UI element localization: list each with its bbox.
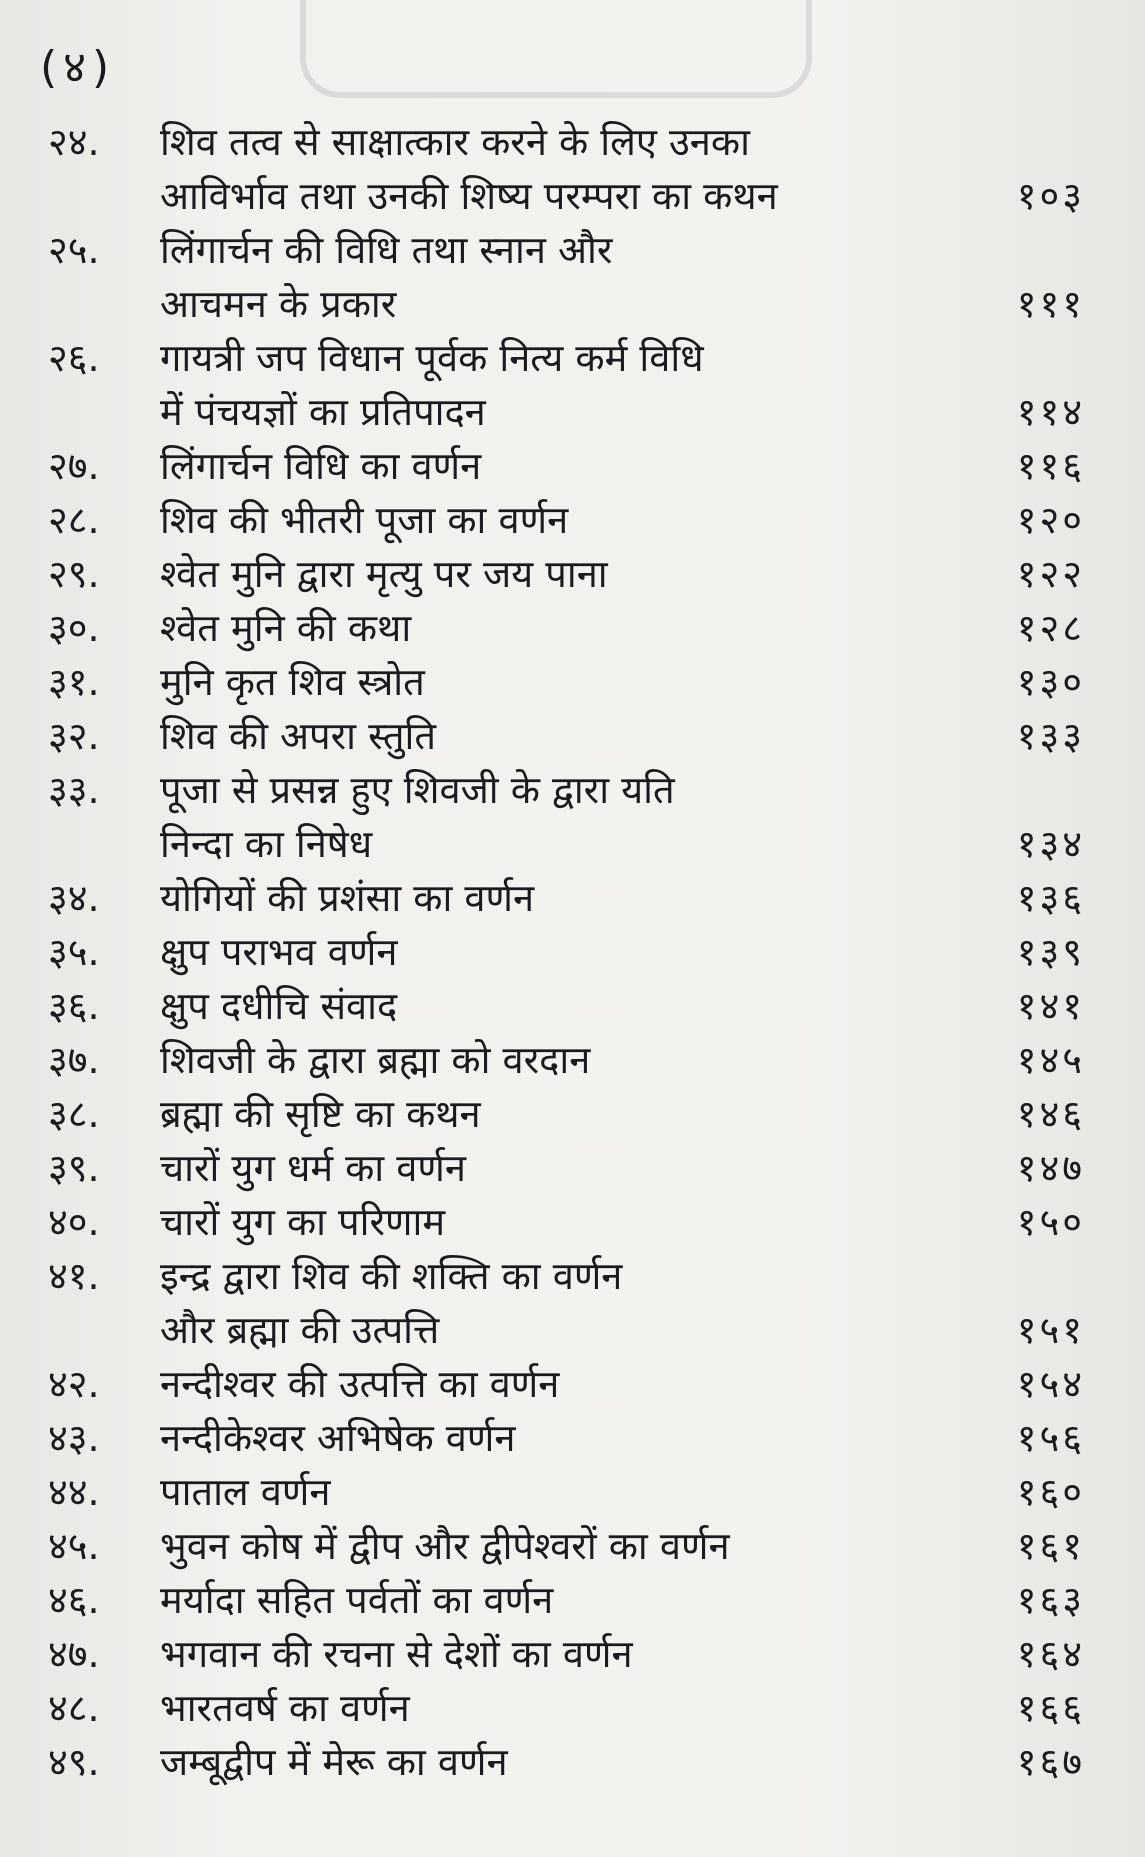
page-number: (४) <box>40 42 116 93</box>
toc-entry-line <box>0 1573 1145 1627</box>
chapter-title: और ब्रह्मा की उत्पत्ति <box>160 1308 440 1352</box>
chapter-title: में पंचयज्ञों का प्रतिपादन <box>160 390 486 434</box>
toc-entry <box>0 655 1145 709</box>
chapter-number: २६. <box>48 336 100 380</box>
chapter-page-number: १६६ <box>1016 1686 1085 1730</box>
toc-entry-line <box>0 1195 1145 1249</box>
toc-entry <box>0 1087 1145 1141</box>
chapter-page-number: १२२ <box>1016 552 1085 596</box>
chapter-title: क्षुप दधीचि संवाद <box>160 984 398 1028</box>
chapter-title: आचमन के प्रकार <box>160 282 397 326</box>
chapter-number: ३४. <box>48 876 100 920</box>
chapter-page-number: १३० <box>1016 660 1085 704</box>
toc-entry-line <box>0 979 1145 1033</box>
chapter-page-number: १२८ <box>1016 606 1085 650</box>
chapter-number: ४५. <box>48 1524 100 1568</box>
toc-entry <box>0 1573 1145 1627</box>
chapter-number: ३१. <box>48 660 100 704</box>
toc-entry <box>0 979 1145 1033</box>
chapter-title: मुनि कृत शिव स्त्रोत <box>160 660 425 704</box>
chapter-title: लिंगार्चन की विधि तथा स्नान और <box>160 228 613 272</box>
toc-entry-line <box>0 1087 1145 1141</box>
chapter-page-number: ११४ <box>1016 390 1085 434</box>
chapter-title: भुवन कोष में द्वीप और द्वीपेश्वरों का वर्णन <box>160 1524 730 1568</box>
chapter-page-number: १५४ <box>1016 1362 1085 1406</box>
chapter-page-number: १४७ <box>1016 1146 1085 1190</box>
table-of-contents <box>0 115 1145 1789</box>
chapter-page-number: ११६ <box>1016 444 1085 488</box>
chapter-page-number: १५६ <box>1016 1416 1085 1460</box>
toc-entry <box>0 547 1145 601</box>
chapter-number: २४. <box>48 120 100 164</box>
chapter-title: नन्दीकेश्वर अभिषेक वर्णन <box>160 1416 516 1460</box>
chapter-number: ३५. <box>48 930 100 974</box>
chapter-title: श्वेत मुनि की कथा <box>160 606 412 650</box>
chapter-number: ३७. <box>48 1038 100 1082</box>
chapter-title: भगवान की रचना से देशों का वर्णन <box>160 1632 633 1676</box>
toc-entry-line <box>0 1627 1145 1681</box>
chapter-title: ब्रह्मा की सृष्टि का कथन <box>160 1092 481 1136</box>
chapter-number: ४२. <box>48 1362 100 1406</box>
chapter-number: ३२. <box>48 714 100 758</box>
toc-entry-line <box>0 385 1145 439</box>
chapter-title: चारों युग का परिणाम <box>160 1200 446 1244</box>
chapter-page-number: १६३ <box>1016 1578 1085 1622</box>
toc-entry-line <box>0 1735 1145 1789</box>
chapter-page-number: १४१ <box>1016 984 1085 1028</box>
chapter-title: गायत्री जप विधान पूर्वक नित्य कर्म विधि <box>160 336 704 380</box>
toc-entry-line <box>0 493 1145 547</box>
toc-entry <box>0 1735 1145 1789</box>
chapter-number: ३३. <box>48 768 100 812</box>
toc-entry-line <box>0 601 1145 655</box>
toc-entry <box>0 439 1145 493</box>
chapter-page-number: १३६ <box>1016 876 1085 920</box>
chapter-title: मर्यादा सहित पर्वतों का वर्णन <box>160 1578 554 1622</box>
toc-entry <box>0 1465 1145 1519</box>
chapter-title: लिंगार्चन विधि का वर्णन <box>160 444 482 488</box>
toc-entry-line <box>0 1033 1145 1087</box>
toc-entry-line <box>0 925 1145 979</box>
toc-entry <box>0 1681 1145 1735</box>
chapter-number: ४९. <box>48 1740 100 1784</box>
chapter-title: चारों युग धर्म का वर्णन <box>160 1146 466 1190</box>
chapter-title: शिवजी के द्वारा ब्रह्मा को वरदान <box>160 1038 591 1082</box>
toc-entry-line <box>0 1681 1145 1735</box>
chapter-number: ३६. <box>48 984 100 1028</box>
chapter-number: ४८. <box>48 1686 100 1730</box>
toc-entry <box>0 493 1145 547</box>
chapter-title: जम्बूद्वीप में मेरू का वर्णन <box>160 1740 508 1784</box>
chapter-page-number: १५० <box>1016 1200 1085 1244</box>
chapter-title: निन्दा का निषेध <box>160 822 373 866</box>
chapter-number: ३८. <box>48 1092 100 1136</box>
chapter-page-number: १३३ <box>1016 714 1085 758</box>
chapter-number: ४१. <box>48 1254 100 1298</box>
chapter-title: श्वेत मुनि द्वारा मृत्यु पर जय पाना <box>160 552 608 596</box>
chapter-title: भारतवर्ष का वर्णन <box>160 1686 410 1730</box>
chapter-title: पाताल वर्णन <box>160 1470 331 1514</box>
toc-entry-line <box>0 1141 1145 1195</box>
toc-entry <box>0 1249 1145 1357</box>
chapter-number: २९. <box>48 552 100 596</box>
toc-entry <box>0 115 1145 223</box>
toc-entry-line <box>0 1249 1145 1303</box>
toc-entry-line <box>0 547 1145 601</box>
chapter-page-number: १६१ <box>1016 1524 1085 1568</box>
chapter-page-number: १११ <box>1016 282 1085 326</box>
chapter-title: इन्द्र द्वारा शिव की शक्ति का वर्णन <box>160 1254 623 1298</box>
toc-entry-line <box>0 709 1145 763</box>
toc-entry <box>0 601 1145 655</box>
chapter-title: योगियों की प्रशंसा का वर्णन <box>160 876 535 920</box>
chapter-page-number: १५१ <box>1016 1308 1085 1352</box>
chapter-number: ४६. <box>48 1578 100 1622</box>
toc-entry <box>0 1195 1145 1249</box>
toc-entry <box>0 331 1145 439</box>
chapter-number: २५. <box>48 228 100 272</box>
chapter-number: ४४. <box>48 1470 100 1514</box>
toc-entry <box>0 763 1145 871</box>
toc-entry <box>0 1141 1145 1195</box>
toc-entry <box>0 1033 1145 1087</box>
chapter-number: ४३. <box>48 1416 100 1460</box>
chapter-title: शिव की अपरा स्तुति <box>160 714 437 758</box>
chapter-page-number: १४६ <box>1016 1092 1085 1136</box>
toc-entry-line <box>0 223 1145 277</box>
toc-entry <box>0 1411 1145 1465</box>
toc-entry-line <box>0 871 1145 925</box>
chapter-number: २८. <box>48 498 100 542</box>
chapter-title: पूजा से प्रसन्न हुए शिवजी के द्वारा यति <box>160 768 675 812</box>
toc-entry-line <box>0 1303 1145 1357</box>
toc-entry-line <box>0 1357 1145 1411</box>
chapter-number: ३०. <box>48 606 100 650</box>
toc-entry <box>0 1627 1145 1681</box>
chapter-page-number: १६० <box>1016 1470 1085 1514</box>
chapter-title: शिव की भीतरी पूजा का वर्णन <box>160 498 569 542</box>
chapter-page-number: १३४ <box>1016 822 1085 866</box>
chapter-page-number: १०३ <box>1016 174 1085 218</box>
toc-entry-line <box>0 1519 1145 1573</box>
chapter-title: क्षुप पराभव वर्णन <box>160 930 398 974</box>
chapter-page-number: १६७ <box>1016 1740 1085 1784</box>
toc-entry <box>0 871 1145 925</box>
toc-entry <box>0 709 1145 763</box>
chapter-page-number: १२० <box>1016 498 1085 542</box>
toc-entry-line <box>0 655 1145 709</box>
toc-entry-line <box>0 1465 1145 1519</box>
chapter-number: ४७. <box>48 1632 100 1676</box>
chapter-title: नन्दीश्वर की उत्पत्ति का वर्णन <box>160 1362 560 1406</box>
toc-entry-line <box>0 115 1145 169</box>
toc-entry-line <box>0 763 1145 817</box>
chapter-page-number: १६४ <box>1016 1632 1085 1676</box>
toc-entry <box>0 925 1145 979</box>
toc-entry <box>0 1357 1145 1411</box>
chapter-number: ३९. <box>48 1146 100 1190</box>
chapter-number: ४०. <box>48 1200 100 1244</box>
toc-entry-line <box>0 817 1145 871</box>
chapter-title: आविर्भाव तथा उनकी शिष्य परम्परा का कथन <box>160 174 778 218</box>
bleed-through-header-frame <box>300 0 812 98</box>
chapter-page-number: १४५ <box>1016 1038 1085 1082</box>
chapter-number: २७. <box>48 444 100 488</box>
toc-entry-line <box>0 277 1145 331</box>
toc-entry <box>0 223 1145 331</box>
toc-entry <box>0 1519 1145 1573</box>
toc-entry-line <box>0 169 1145 223</box>
toc-entry-line <box>0 331 1145 385</box>
toc-entry-line <box>0 1411 1145 1465</box>
chapter-title: शिव तत्व से साक्षात्कार करने के लिए उनका <box>160 120 750 164</box>
chapter-page-number: १३९ <box>1016 930 1085 974</box>
toc-entry-line <box>0 439 1145 493</box>
